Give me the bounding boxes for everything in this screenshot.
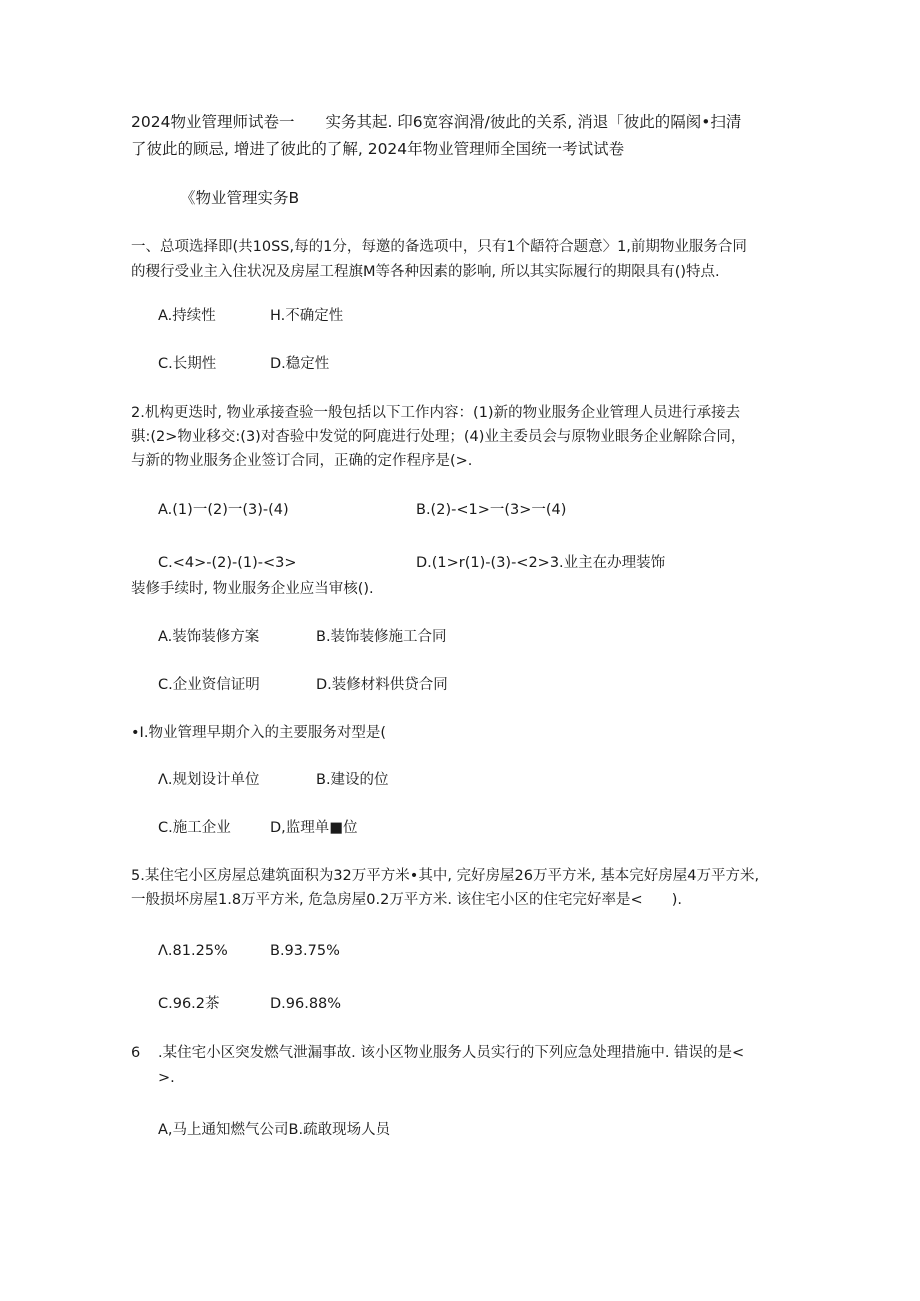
question-4-option-d: D,监理单■位 [270,820,358,836]
question-1-line-1: 一、总项选择即(共10SS,每的1分，每邀的备选项中，只有1个龉符合题意〉1,前期物业服务合同 [131,239,747,255]
question-6-line-1: .某住宅小区突发燃气泄漏事故. 该小区物业服务人员实行的下列应急处理措施中. 错误的是< [158,1045,745,1061]
question-2-line-2: 骐:(2>物业移交:(3)对杳验中发觉的阿鹿进行处理；(4)业主委员会与原物业眼务企业解除合同， [131,429,746,445]
question-2-option-b: B.(2)-<1>一(3>一(4) [416,502,567,518]
question-1-option-d: D.稳定性 [270,356,330,372]
question-2-option-c: C.<4>-(2)-(1)-<3> [158,555,297,571]
header-line-2: 了彼此的顾忌, 增进了彼此的了解, 2024年物业管理师全国统一考试试卷 [131,140,625,158]
question-3-option-c: C.企业资信证明 [158,677,260,693]
question-1-option-c: C.长期性 [158,356,217,372]
question-5-option-d: D.96.88% [270,996,342,1012]
question-6-line-2: >. [158,1070,175,1086]
question-5-option-b: B.93.75% [270,943,340,959]
question-1-line-2: 的稷行受业主入住状况及房屋工程旗M等各种因素的影响, 所以其实际履行的期限具有()特点. [131,264,720,280]
question-6-number: 6 [131,1045,141,1061]
question-2-line-3: 与新的物业服务企业签订合同，正确的定作程序是(>. [131,453,473,469]
question-4-option-c: C.施工企业 [158,820,231,836]
question-6-options-a-b: A,马上通知燃气公司B.疏敢现场人员 [158,1122,391,1138]
question-3-option-b: B.装饰装修施工合同 [316,629,447,645]
question-4-option-b: B.建设的位 [316,772,389,788]
question-3-option-a: A.装饰装修方案 [158,629,260,645]
question-5-line-1: 5.某住宅小区房屋总建筑面积为32万平方米•其中, 完好房屋26万平方米, 基本完好房屋4万平方米, [131,868,760,884]
question-3-line-2: 装修手续时, 物业服务企业应当审核(). [131,581,374,597]
question-2-option-d-question-3-start: D.(1>r(1)-(3)-<2>3.业主在办理装饰 [416,555,666,571]
question-2-line-1: 2.机构更迭时, 物业承接查验一般包括以下工作内容：(1)新的物业服务企业管理人员进行承接去 [131,405,741,421]
header-line-1: 2024物业管理师试卷一 实务其起. 印6宽容润滑/彼此的关系, 消退「彼此的隔阂•扫清 [131,113,742,131]
question-1-option-a: A.持续性 [158,308,216,324]
question-2-option-a: A.(1)一(2)一(3)-(4) [158,502,289,518]
question-4-line-1: •I.物业管理早期介入的主要服务对型是( [131,725,387,741]
question-3-option-d: D.装修材料供贷合同 [316,677,448,693]
question-1-option-b: H.不确定性 [270,308,344,324]
question-5-line-2: 一般损坏房屋1.8万平方米, 危急房屋0.2万平方米. 该住宅小区的住宅完好率是< ). [131,892,682,908]
question-5-option-a: Λ.81.25% [158,943,228,959]
question-4-option-a: Λ.规划设计单位 [158,772,260,788]
question-5-option-c: C.96.2茶 [158,996,220,1012]
subtitle: 《物业管理实务B [180,189,300,207]
